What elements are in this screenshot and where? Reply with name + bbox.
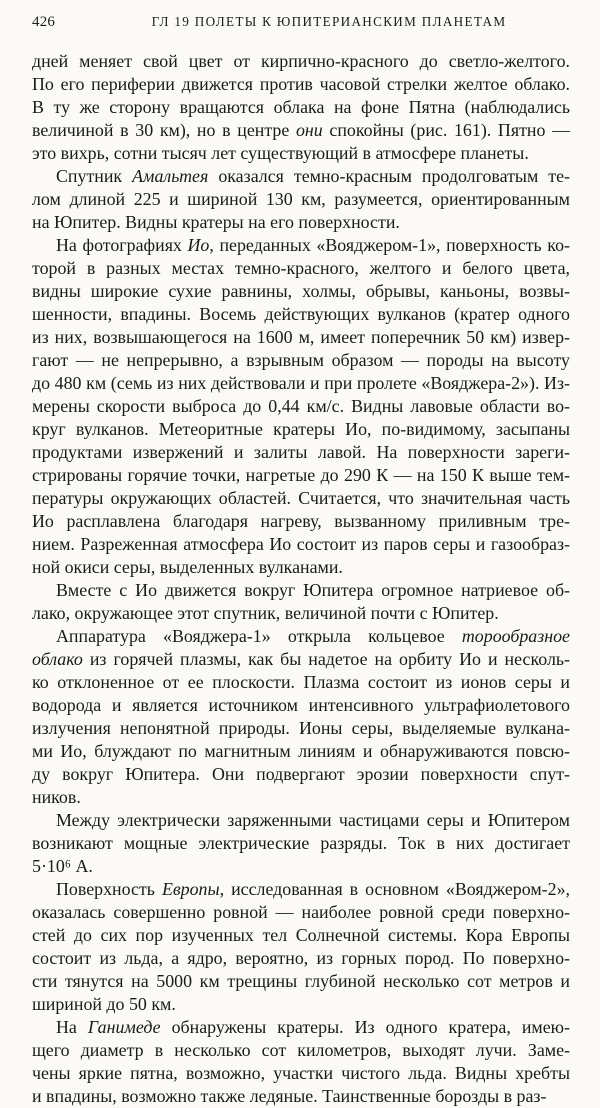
text-line: круг вулканов. Метеоритные кратеры Ио, по-видимому, засыпаны — [32, 419, 570, 439]
text-line: шириной до 50 км. — [32, 994, 176, 1014]
text-line: на Юпитер. Видны кратеры на его поверхности. — [32, 212, 400, 232]
page-number: 426 — [32, 14, 56, 30]
text-line: гают — не непрерывно, а взрывным образом — породы на высоту — [32, 350, 570, 370]
text-line: На Ганимеде обнаружены кратеры. Из одного кратера, имею- — [56, 1017, 570, 1037]
text-line: дней меняет свой цвет от кирпично-красного до светло-желтого. — [32, 51, 570, 71]
text-line: ной окиси серы, выделенных вулканами. — [32, 557, 343, 577]
text-line: Поверхность Европы, исследованная в основном «Вояджером-2», — [56, 879, 570, 899]
text-line: Между электрически заряженными частицами серы и Юпитером — [56, 810, 570, 830]
text-line: стрированы горячие точки, нагретые до 290 К — на 150 К выше тем- — [32, 465, 570, 485]
chapter-title: ГЛ 19 ПОЛЕТЫ К ЮПИТЕРИАНСКИМ ПЛАНЕТАМ — [151, 14, 507, 29]
text-line: облако из горячей плазмы, как бы надетое на орбиту Ио и несколь- — [32, 649, 570, 669]
running-head — [32, 14, 570, 50]
text-line: величиной в 30 км), но в центре они спокойны (рис. 161). Пятно — — [32, 120, 570, 140]
text-line: стей до сих пор изученных тел Солнечной системы. Кора Европы — [32, 925, 570, 945]
text-line: Ио расплавлена благодаря нагреву, вызванному приливным тре- — [32, 511, 570, 531]
text-line: ми Ио, блуждают по магнитным линиям и обнаруживаются повсю- — [32, 741, 570, 761]
text-line: оказалась совершенно ровной — наиболее ровной среди поверхно- — [32, 902, 570, 922]
text-line: продуктами извержений и залиты лавой. На поверхности зареги- — [32, 442, 570, 462]
text-line: лом длиной 225 и шириной 130 км, разумеется, ориентированным — [32, 189, 570, 209]
text-line: возникают мощные электрические разряды. Ток в них достигает — [32, 833, 570, 853]
text-line: 5·10⁶ А. — [32, 856, 93, 876]
text-line: пературы окружающих областей. Считается, что значительная часть — [32, 488, 570, 508]
text-line: состоит из льда, а ядро, вероятно, из горных пород. По поверхно- — [32, 948, 570, 968]
text-line: лако, окружающее этот спутник, величиной почти с Юпитер. — [32, 603, 499, 623]
body-text — [32, 50, 570, 1108]
text-line: В ту же сторону вращаются облака на фоне Пятна (наблюдались — [32, 97, 570, 117]
text-line: до 480 км (семь из них действовали и при пролете «Вояджера-2»). Из- — [32, 373, 570, 393]
text-line: и впадины, возможно также ледяные. Таинственные борозды в раз- — [32, 1086, 547, 1106]
text-line: ко отклоненное от ее плоскости. Плазма состоит из ионов серы и — [32, 672, 570, 692]
text-line: видны широкие сухие равнины, холмы, обрывы, каньоны, возвы- — [32, 281, 570, 301]
text-line: мерены скорости выброса до 0,44 км/с. Видны лавовые области во- — [32, 396, 570, 416]
text-line: чены яркие пятна, возможно, участки чистого льда. Видны хребты — [32, 1063, 570, 1083]
text-line: излучения непонятной природы. Ионы серы, выделяемые вулкана- — [32, 718, 570, 738]
text-line: шенности, впадины. Восемь действующих вулканов (кратер одного — [32, 304, 570, 324]
text-line: Вместе с Ио движется вокруг Юпитера огромное натриевое об- — [56, 580, 570, 600]
text-line: это вихрь, сотни тысяч лет существующий в атмосфере планеты. — [32, 143, 529, 163]
text-line: водорода и является источником интенсивного ультрафиолетового — [32, 695, 570, 715]
text-line: ду вокруг Юпитера. Они подвергают эрозии поверхности спут- — [32, 764, 570, 784]
text-line: По его периферии движется против часовой стрелки желтое облако. — [32, 74, 570, 94]
text-line: торой в разных местах темно-красного, желтого и белого цвета, — [32, 258, 570, 278]
text-line: из них, возвышающегося на 1600 м, имеет поперечник 50 км) извер- — [32, 327, 570, 347]
text-line: нием. Разреженная атмосфера Ио состоит из паров серы и газообраз- — [32, 534, 570, 554]
text-line: щего диаметр в несколько сот километров, выходят лучи. Заме- — [32, 1040, 570, 1060]
text-line: Спутник Амальтея оказался темно-красным продолговатым те- — [56, 166, 570, 186]
text-line: ников. — [32, 787, 81, 807]
text-line: Аппаратура «Вояджера-1» открыла кольцевое торообразное — [56, 626, 570, 646]
text-line: На фотографиях Ио, переданных «Вояджером-1», поверхность ко- — [56, 235, 570, 255]
text-line: сти тянутся на 5000 км трещины глубиной несколько сот метров и — [32, 971, 570, 991]
